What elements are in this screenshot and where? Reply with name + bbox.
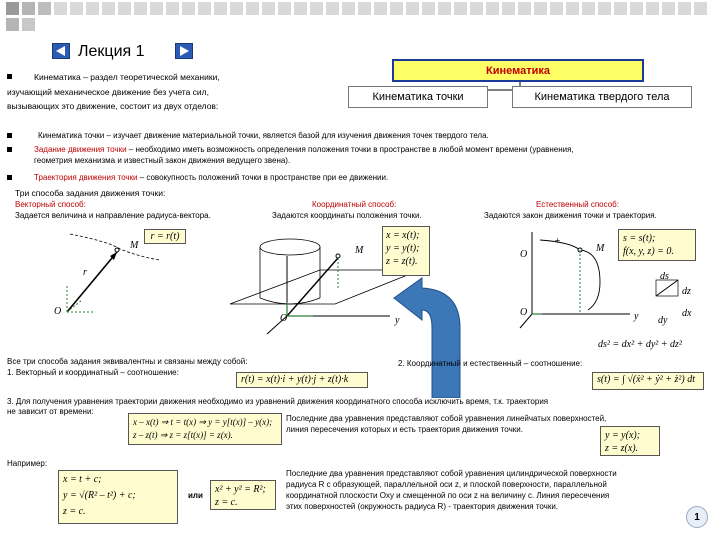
coord-formula-y: y = y(t); xyxy=(386,243,420,254)
vector-point-m: M xyxy=(130,240,139,251)
example-system xyxy=(210,480,276,510)
branch-point-box xyxy=(348,86,488,108)
equivalence-line-1: Все три способа задания эквивалентны и связаны между собой: xyxy=(7,357,248,366)
term-trajectory-desc: – совокупность положений точки в пространстве при ее движении. xyxy=(137,173,389,182)
natural-dx-label: dx xyxy=(682,308,692,319)
diagram-title: Кинематика xyxy=(486,65,550,77)
example-note-4: этих поверхностей (окружность радиуса R) - траектория движения точки. xyxy=(286,502,559,511)
nav-next-button[interactable] xyxy=(175,43,193,59)
bullet-square-icon xyxy=(7,147,12,152)
example-formula-3: z = c. xyxy=(63,506,86,517)
ds-formula: ds² = dx² + dy² + dz² xyxy=(598,339,682,350)
equivalence-line-2: 1. Векторный и координатный – соотношение: xyxy=(7,368,179,377)
vector-law-formula: r = r(t) xyxy=(144,229,186,244)
trajectory-system-1: y = y(x); xyxy=(605,430,641,441)
natural-dy-label: dy xyxy=(658,315,668,326)
natural-axis-y: y xyxy=(634,311,639,322)
trajectory-line-2: не зависит от времени: xyxy=(7,407,94,416)
vector-method-desc: Задается величина и направление радиуса-вектора. xyxy=(15,211,211,220)
natural-point-m: M xyxy=(596,243,605,254)
branch-body-label: Кинематика твердого тела xyxy=(534,91,670,103)
diagram-title-box xyxy=(392,59,644,82)
example-formula-2: y = √(R² – t²) + c; xyxy=(63,490,136,501)
example-note-3: координатной плоскости Oxy и смещенной по оси z на величину c. Линия пересечения xyxy=(286,491,610,500)
example-note-2: радиуса R с образующей, параллельной оси z, и плоской поверхности, параллельной xyxy=(286,480,607,489)
relation-natural-formula: s(t) = ∫ √(ẋ² + ẏ² + ż²) dt xyxy=(592,372,704,390)
branch-point-label: Кинематика точки xyxy=(372,91,464,103)
coord-axis-y: y xyxy=(395,315,400,326)
example-formula-1: x = t + c; xyxy=(63,474,102,485)
page-number-badge xyxy=(686,506,708,528)
term-motion: Задание движения точки xyxy=(34,145,127,154)
intro-line-2: изучающий механическое движение без учета сил, xyxy=(7,87,209,97)
relation-vector-formula: r(t) = x(t)·i + y(t)·j + z(t)·k xyxy=(236,372,368,388)
page-number: 1 xyxy=(694,512,700,523)
coord-method-desc: Задаются координаты положения точки. xyxy=(272,211,422,220)
branch-body-box xyxy=(512,86,692,108)
example-formulas xyxy=(58,470,178,524)
coord-point-m: M xyxy=(355,245,364,256)
natural-method-desc: Задаются закон движения точки и траектория. xyxy=(484,211,657,220)
trajectory-formulas xyxy=(128,413,282,445)
bullet-square-icon xyxy=(7,74,12,79)
natural-plus-label: + xyxy=(554,236,561,247)
vector-method-title: Векторный способ: xyxy=(15,200,86,209)
trajectory-line-1: 3. Для получения уравнения траектории движения необходимо из уравнений движения координатного способа исключить время, т.к. траектория xyxy=(7,397,549,406)
term-motion-desc: – необходимо иметь возможность определения положения точки в пространстве в любой момент времени (уравнения, xyxy=(126,145,574,154)
intro-line-1: Кинематика – раздел теоретической механики, xyxy=(34,72,220,82)
bullet-square-icon xyxy=(7,175,12,180)
bullet-motion-cont: геометрия механизма и известный закон движения ведущего звена). xyxy=(34,156,291,165)
natural-ds-label: ds xyxy=(660,271,669,282)
trajectory-formula-1: x – x(t) ⇒ t = t(x) ⇒ y = y[t(x)] – y(x); xyxy=(133,417,273,427)
trajectory-note-1: Последние два уравнения представляют собой уравнения линейчатых поверхностей, xyxy=(286,414,607,423)
nav-prev-button[interactable] xyxy=(52,43,70,59)
coord-method-title: Координатный способ: xyxy=(312,200,397,209)
vector-radius-label: r xyxy=(83,267,87,278)
natural-formula-f: f(x, y, z) = 0. xyxy=(623,246,674,257)
vector-origin-label: O xyxy=(54,306,62,317)
trajectory-system-2: z = z(x). xyxy=(605,443,639,454)
kinematics-diagram xyxy=(340,56,710,126)
natural-origin-label-2: O xyxy=(520,307,528,318)
natural-formula-s: s = s(t); xyxy=(623,233,656,244)
example-system-1: x² + y² = R²; xyxy=(215,484,266,495)
example-note-1: Последние два уравнения представляют собой уравнения цилиндрической поверхности xyxy=(286,469,617,478)
curved-arrow-icon xyxy=(388,276,484,398)
trajectory-formula-2: z – z(t) ⇒ z = z[t(x)] = z(x). xyxy=(133,430,233,440)
coord-formula-x: x = x(t); xyxy=(386,230,420,241)
natural-origin-label: O xyxy=(520,249,528,260)
natural-method-title: Естественный способ: xyxy=(536,200,619,209)
coord-formula-z: z = z(t). xyxy=(386,256,418,267)
intro-line-3: вызывающих это движение, состоит из двух отделов: xyxy=(7,101,219,111)
nav-next-icon xyxy=(176,44,192,58)
corner-squares-icon xyxy=(0,0,720,40)
trajectory-note-2: линия пересечения которых и есть траектория движения точки. xyxy=(286,425,523,434)
lecture-title: Лекция 1 xyxy=(78,43,145,60)
bullet-point-kinematics: Кинематика точки – изучает движение материальной точки, является базой для изучения движения точек твердого тела. xyxy=(38,131,489,140)
bullet-motion-definition xyxy=(34,144,718,155)
example-label: Например: xyxy=(7,459,48,468)
coord-formulas xyxy=(382,226,430,276)
methods-intro: Три способа задания движения точки: xyxy=(15,188,166,198)
example-system-2: z = c. xyxy=(215,497,238,508)
term-trajectory: Траектория движения точки xyxy=(34,173,138,182)
natural-formulas xyxy=(618,229,696,261)
trajectory-system xyxy=(600,426,660,456)
example-or: или xyxy=(188,491,203,500)
bullet-square-icon xyxy=(7,133,12,138)
natural-dz-label: dz xyxy=(682,286,691,297)
equivalence-line-3: 2. Координатный и естественный – соотношение: xyxy=(398,359,583,368)
coord-origin-label: O xyxy=(280,313,288,324)
nav-prev-icon xyxy=(53,44,69,58)
bullet-trajectory-definition xyxy=(34,172,388,183)
